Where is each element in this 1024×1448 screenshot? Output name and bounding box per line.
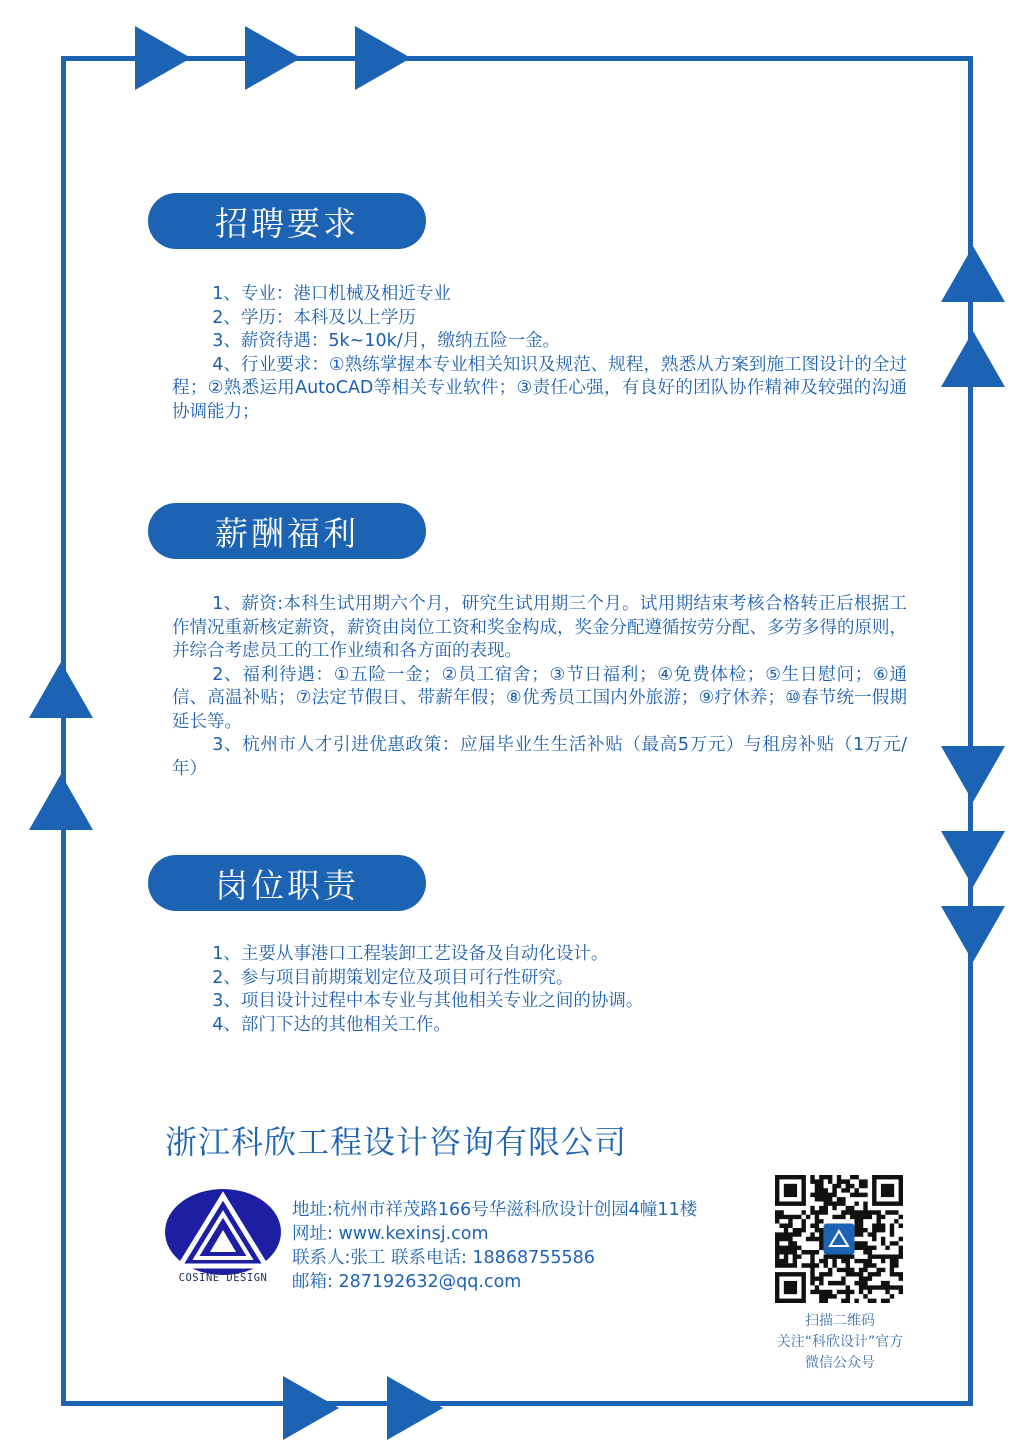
arrow-right-icon	[245, 26, 301, 90]
qr-caption-line: 关注“科欣设计”官方	[776, 1334, 904, 1350]
qr-code-icon[interactable]	[775, 1175, 903, 1303]
paragraph: 4、部门下达的其他相关工作。	[212, 1014, 451, 1035]
section-title-duties: 岗位职责	[148, 855, 426, 911]
website-link[interactable]: 网址: www.kexinsj.com	[292, 1224, 489, 1244]
arrow-down-icon	[941, 746, 1005, 802]
arrow-right-icon	[135, 26, 191, 90]
qr-caption	[750, 1311, 930, 1374]
section-body-requirements	[172, 283, 907, 424]
paragraph: 4、行业要求：①熟练掌握本专业相关知识及规范、规程，熟悉从方案到施工图设计的全过程；②熟悉运用AutoCAD等相关专业软件；③责任心强，有良好的团队协作精神及较强的沟通协调能力；	[172, 354, 907, 422]
arrow-up-icon	[29, 774, 93, 830]
paragraph: 3、薪资待遇：5k~10k/月，缴纳五险一金。	[212, 331, 561, 351]
contact-info	[292, 1198, 697, 1294]
section-title-requirements: 招聘要求	[148, 193, 426, 249]
logo-caption: COSINE DESIGN	[178, 1272, 268, 1284]
section-body-benefits	[172, 593, 907, 781]
arrow-down-icon	[941, 831, 1005, 887]
paragraph: 1、专业：港口机械及相近专业	[212, 284, 451, 304]
paragraph: 3、项目设计过程中本专业与其他相关专业之间的协调。	[212, 991, 644, 1011]
arrow-right-icon	[283, 1376, 339, 1440]
arrow-up-icon	[941, 331, 1005, 387]
paragraph: 1、主要从事港口工程装卸工艺设备及自动化设计。	[212, 944, 609, 964]
email-link[interactable]: 邮箱: 287192632@qq.com	[292, 1272, 522, 1292]
qr-caption-line: 扫描二维码	[805, 1313, 875, 1329]
paragraph: 3、杭州市人才引进优惠政策：应届毕业生生活补贴（最高5万元）与租房补贴（1万元/年）	[172, 735, 907, 779]
paragraph: 1、薪资:本科生试用期六个月，研究生试用期三个月。试用期结束考核合格转正后根据工作情况重新核定薪资，薪资由岗位工资和奖金构成，奖金分配遵循按劳分配、多劳多得的原则，并综合考虑员工的工作业绩和各方面的表现。	[172, 594, 907, 661]
arrow-right-icon	[355, 26, 411, 90]
paragraph: 2、学历：本科及以上学历	[212, 307, 416, 328]
arrow-right-icon	[387, 1376, 443, 1440]
arrow-up-icon	[29, 662, 93, 718]
paragraph: 2、参与项目前期策划定位及项目可行性研究。	[212, 967, 574, 988]
qr-caption-line: 微信公众号	[805, 1355, 875, 1371]
section-title-benefits: 薪酬福利	[148, 503, 426, 559]
address: 地址:杭州市祥茂路166号华滋科欣设计创园4幢11楼	[292, 1200, 698, 1220]
section-body-duties	[172, 943, 907, 1037]
company-name: 浙江科欣工程设计咨询有限公司	[165, 1123, 628, 1161]
contact-person: 联系人:张工 联系电话: 18868755586	[292, 1248, 595, 1268]
arrow-up-icon	[941, 246, 1005, 302]
paragraph: 2、福利待遇：①五险一金；②员工宿舍；③节日福利；④免费体检；⑤生日慰问；⑥通信、高温补贴；⑦法定节假日、带薪年假；⑧优秀员工国内外旅游；⑨疗休养；⑩春节统一假期延长等。	[172, 664, 907, 732]
arrow-down-icon	[941, 906, 1005, 962]
